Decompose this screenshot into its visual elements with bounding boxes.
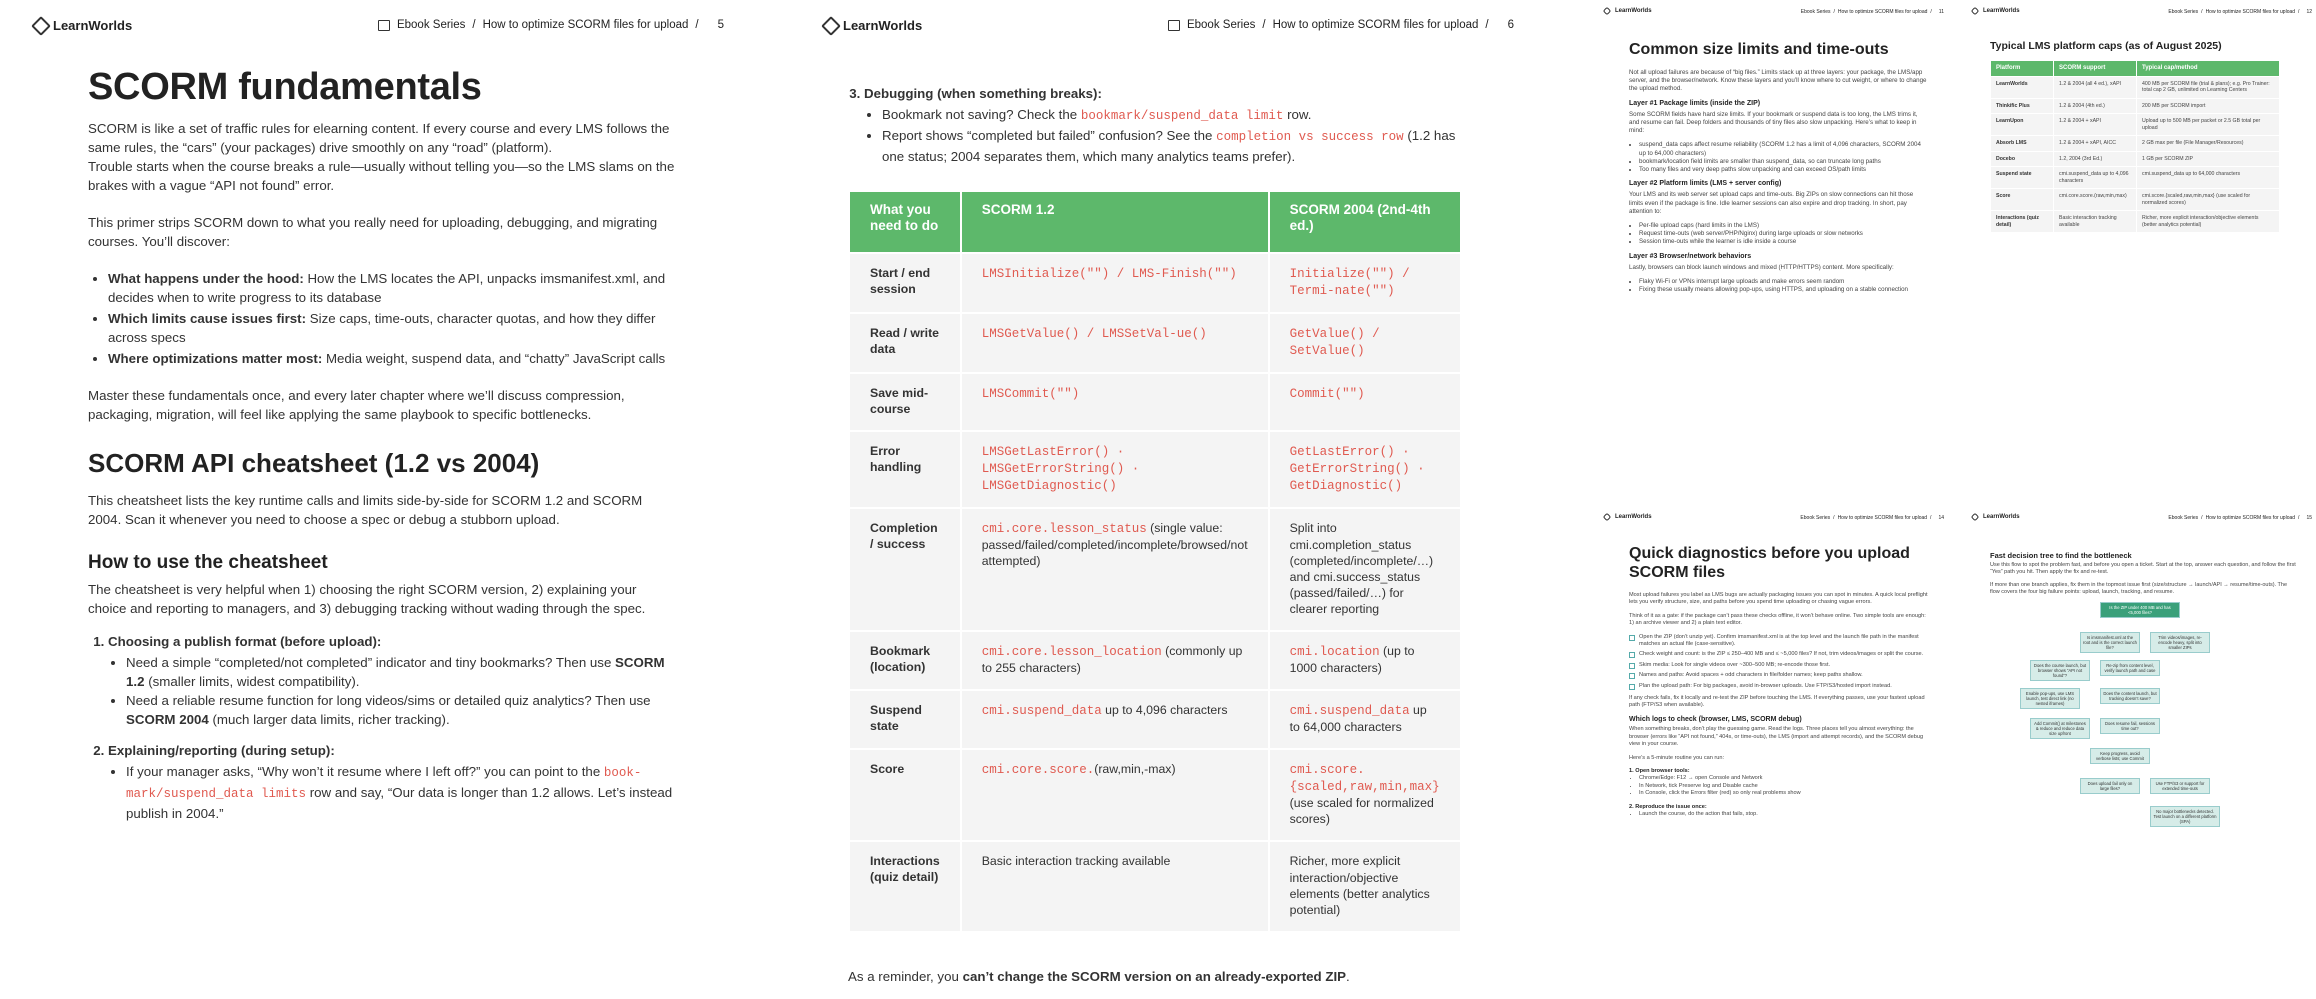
decision-node: Is the ZIP under 400 MB and has <5,000 files? (2100, 602, 2180, 618)
table-cell (1270, 314, 1460, 372)
table-cell (962, 254, 1268, 312)
reminder-text: . (1346, 969, 1350, 984)
steps-list (108, 632, 678, 823)
table-cell (962, 374, 1268, 430)
primer-paragraph: This primer strips SCORM down to what you really need for uploading, debugging, and migrating courses. You’ll discover: (88, 215, 658, 249)
logo-icon (31, 16, 51, 36)
table-row (850, 432, 1460, 507)
table-row (850, 842, 1460, 931)
breadcrumb-title[interactable]: How to optimize SCORM files for upload (482, 19, 689, 31)
intro-text-2: Trouble starts when the course breaks a rule—usually without telling you—so the LMS slams on the brakes with a vague “API not found” error. (88, 159, 675, 193)
code-snippet: LMSInitialize("") / LMS-Finish("") (981, 267, 1237, 281)
layer-paragraph: Some SCORM fields have hard size limits. If your bookmark or suspend data is too long, the LMS trims it, and resume can fail. Deep folders and thousands of tiny files also slow unpacking. Here’s what to keep in mind: (1629, 110, 1918, 135)
page-number: 12 (2306, 9, 2312, 15)
code-snippet: cmi.core.lesson_location (981, 645, 1162, 659)
step-text: Bookmark not saving? Check the (882, 107, 1081, 122)
checkbox[interactable] (1629, 663, 1635, 669)
row-label: Score (850, 750, 960, 840)
table-row (1991, 77, 2279, 98)
cell-text: (use scaled for normalized scores) (1289, 796, 1434, 826)
page-content (848, 84, 1462, 986)
book-icon (378, 20, 390, 31)
table-row (1991, 152, 2279, 167)
code-snippet: Commit("") (1289, 387, 1365, 401)
layer-list (1639, 222, 1928, 247)
page-number: 14 (1938, 515, 1944, 521)
platform-caps-table (1990, 60, 2280, 233)
page-content (1629, 40, 1928, 300)
table-cell (1270, 374, 1460, 430)
breadcrumb-title: How to optimize SCORM files for upload (2205, 9, 2296, 15)
list-item: • suspend_data caps affect resume reliability (SCORM 1.2 has a limit of 4,096 characters, SCORM 2004 up to 64,000 characters) (1639, 141, 1928, 157)
column-header: What you need to do (850, 192, 960, 252)
breadcrumb-separator: / (2298, 9, 2300, 15)
breadcrumb (1800, 515, 1944, 521)
step-text: row. (1283, 107, 1312, 122)
section-title: Typical LMS platform caps (as of August 2025) (1990, 40, 2222, 52)
row-label: Interactions (quiz detail) (850, 842, 960, 931)
layer-heading: Layer #1 Package limits (inside the ZIP) (1629, 99, 1761, 107)
page-number: 15 (2306, 515, 2312, 521)
routine-paragraph: Here’s a 5-minute routine you can run: (1629, 754, 1725, 761)
page-content (1990, 546, 2296, 902)
page-number: 11 (1938, 9, 1944, 15)
routine-list (1639, 811, 1928, 818)
step-text: (much larger data limits, richer tracking). (208, 712, 450, 727)
step-bold: SCORM 2004 (126, 712, 209, 727)
list-item (108, 309, 678, 347)
table-cell (1270, 432, 1460, 507)
layer-heading: Layer #3 Browser/network behaviors (1629, 252, 1752, 260)
routine-step: 2. Reproduce the issue once: (1629, 803, 1707, 810)
learnworlds-logo (1972, 514, 2020, 520)
list-item-text: Size caps, time-outs, character quotas, and how they differ across specs (108, 311, 656, 345)
table-cell: Thinkific Plus (1991, 99, 2053, 114)
intro-text-1: SCORM is like a set of traffic rules for elearning content. If every course and every LMS follows the same rules, the “cars” (your packages) drive smoothly on any “road” (platform). (88, 121, 670, 155)
layer-heading: Layer #2 Platform limits (LMS + server config) (1629, 180, 1782, 188)
learnworlds-logo (1604, 514, 1652, 520)
page-header (34, 16, 724, 38)
intro-paragraph: Most upload failures you label as LMS bugs are actually packaging issues you can spot in minutes. A quick local preflight lets you verify structure, size, and paths before you spend time uploading or chasing vague errors. (1629, 592, 1928, 606)
breadcrumb-series: Ebook Series (2168, 9, 2199, 15)
code-snippet: book-mark/suspend_data limits (126, 766, 642, 801)
code-snippet: cmi.suspend_data (1289, 704, 1410, 718)
step-bullet (126, 653, 678, 691)
table-cell: 1.2 & 2004 (4th ed.) (2054, 99, 2136, 114)
breadcrumb-title[interactable]: How to optimize SCORM files for upload (1272, 19, 1479, 31)
table-row (1991, 114, 2279, 135)
step-bullet (882, 126, 1462, 166)
page-number: 5 (717, 19, 724, 31)
table-cell: 1.2 & 2004 + xAPI, AICC (2054, 136, 2136, 151)
breadcrumb (2168, 515, 2312, 521)
logo-text: LearnWorlds (1983, 8, 2020, 14)
cell-text: up to 4,096 characters (1101, 703, 1228, 717)
table-row (850, 509, 1460, 630)
cheatsheet-table (848, 190, 1462, 933)
decision-tree (1990, 602, 2290, 902)
learnworlds-logo[interactable] (34, 18, 132, 33)
logo-icon (1603, 7, 1611, 15)
decision-node: Does the course launch, but browser shows “API not found”? (2030, 660, 2090, 681)
step-text: If your manager asks, “Why won’t it resume where I left off?” you can point to the (126, 764, 604, 779)
list-item-text: How the LMS locates the API, unpacks imsmanifest.xml, and decides when to write progress to its database (108, 271, 666, 305)
cell-text: (single value: passed/failed/completed/incomplete/browsed/not attempted) (981, 521, 1248, 568)
page-content (1990, 40, 2296, 233)
cell-text: (raw,min,-max) (1094, 762, 1176, 776)
decision-node: Re-zip from content level, verify launch path and case (2100, 660, 2160, 676)
breadcrumb-title: How to optimize SCORM files for upload (1837, 9, 1928, 15)
row-label: Read / write data (850, 314, 960, 372)
breadcrumb-separator: / (1833, 515, 1835, 521)
reminder-bold: can’t change the SCORM version on an already-exported ZIP (962, 969, 1347, 984)
page-header (1972, 514, 2312, 524)
section-title: Common size limits and time-outs (1629, 41, 1889, 58)
table-cell (1270, 509, 1460, 630)
checklist-item[interactable] (1629, 662, 1928, 669)
step-text: Need a reliable resume function for long videos/sims or detailed quiz analytics? Then use (126, 693, 651, 708)
list-item: • Fixing these usually means allowing pop-ups, using HTTPS, and uploading on a stable connection (1639, 286, 1928, 294)
page-header (1604, 8, 1944, 18)
reminder-paragraph (848, 967, 1462, 986)
page-content (88, 66, 678, 837)
breadcrumb (1801, 9, 1944, 15)
step-bullet (126, 762, 678, 823)
list-item: • In Console, click the Errors filter (red) so only real problems show (1639, 790, 1928, 797)
table-row (1991, 167, 2279, 188)
code-snippet: cmi.suspend_data (981, 704, 1102, 718)
table-cell: 1 GB per SCORM ZIP (2137, 152, 2279, 167)
table-row (1991, 99, 2279, 114)
breadcrumb-separator: / (1930, 515, 1932, 521)
table-cell (1270, 632, 1460, 689)
table-cell: LearnWorlds (1991, 77, 2053, 98)
table-cell: 2 GB max per file (File Manager/Resources) (2137, 136, 2279, 151)
table-body (1991, 77, 2279, 233)
decision-node: Enable pop-ups, use LMS launch, test direct link (no nested iframes) (2020, 688, 2080, 709)
table-cell (962, 691, 1268, 748)
list-item-bold: Where optimizations matter most: (108, 351, 323, 366)
table-cell (962, 750, 1268, 840)
decision-node: Is imsmanifest.xml at the root and is the correct launch file? (2080, 632, 2140, 653)
page-6 (790, 0, 1548, 986)
step-text: row and say, “Our data is longer than 1.2 allows. Let’s instead publish in 2004.” (126, 785, 673, 821)
decision-node: Trim videos/images, re-encode heavy, split into smaller ZIPs (2150, 632, 2210, 653)
breadcrumb-title: How to optimize SCORM files for upload (1837, 515, 1928, 521)
step-title: Choosing a publish format (before upload): (108, 634, 382, 649)
table-cell: Docebo (1991, 152, 2053, 167)
breadcrumb-separator: / (2201, 515, 2203, 521)
page-12-thumbnail[interactable] (1958, 0, 2316, 493)
step-bullet (882, 105, 1462, 126)
row-label: Error handling (850, 432, 960, 507)
table-cell: Basic interaction tracking available (2054, 211, 2136, 232)
breadcrumb-separator: / (695, 19, 699, 31)
table-row (850, 254, 1460, 312)
table-cell (962, 842, 1268, 931)
table-cell: cmi.score.{scaled,raw,min,max} (use scaled for normalized scores) (2137, 189, 2279, 210)
table-row (850, 750, 1460, 840)
checklist-item[interactable] (1629, 634, 1928, 649)
table-cell: 1.2 & 2004 + xAPI (2054, 114, 2136, 135)
intro-paragraph: Use this flow to spot the problem fast, and before you open a ticket. Start at the top, answer each question, and follow the first “Yes” path you hit. Then apply the fix and re-test. (1990, 562, 2296, 575)
logo-text: LearnWorlds (1983, 514, 2020, 520)
layer-list (1639, 141, 1928, 174)
breadcrumb-separator: / (1930, 9, 1932, 15)
after-paragraph: If any check fails, fix it locally and re-test the ZIP before touching the LMS. If everything passes, use your fastest upload path (FTP/S3 when available). (1629, 695, 1925, 709)
table-cell: cmi.suspend_data up to 64,000 characters (2137, 167, 2279, 188)
table-row (1991, 136, 2279, 151)
page-header (824, 16, 1514, 38)
column-header: SCORM 1.2 (962, 192, 1268, 252)
breadcrumb (1168, 19, 1514, 31)
column-header: SCORM 2004 (2nd-4th ed.) (1270, 192, 1460, 252)
step-title: Explaining/reporting (during setup): (108, 743, 335, 758)
master-paragraph: Master these fundamentals once, and every later chapter where we’ll discuss compression, packaging, migration, will feel like applying the same playbook to specific bottlenecks. (88, 388, 625, 422)
table-cell: Upload up to 500 MB per packet or 2.5 GB total per upload (2137, 114, 2279, 135)
cell-text: Basic interaction tracking available (981, 854, 1171, 868)
checklist-item[interactable] (1629, 683, 1928, 690)
gate-paragraph: Think of it as a gate: if the package can’t pass these checks offline, it won’t behave online. Two simple tools are enough: 1) an archive viewer and 2) a plain text editor. (1629, 612, 1926, 627)
list-item (108, 349, 678, 368)
table-cell (962, 632, 1268, 689)
breadcrumb-title: How to optimize SCORM files for upload (2205, 515, 2296, 521)
page-number: 6 (1507, 19, 1514, 31)
breadcrumb-series[interactable]: Ebook Series (396, 19, 466, 31)
layer-list (1639, 278, 1928, 294)
reminder-text: As a reminder, you (848, 969, 963, 984)
list-item-text: Media weight, suspend data, and “chatty” JavaScript calls (322, 351, 666, 366)
step-item (108, 741, 678, 823)
logo-text: LearnWorlds (843, 18, 923, 33)
code-snippet: LMSCommit("") (981, 387, 1080, 401)
table-header-row (850, 192, 1460, 252)
logo-icon (1603, 513, 1611, 521)
breadcrumb-series: Ebook Series (1800, 9, 1831, 15)
more-paragraph: If more than one branch applies, fix them in the topmost issue first (size/structure → launch/API → resume/time-outs). The flow covers the four big failure points: upload, launch, tracking, and resume. (1990, 582, 2288, 595)
code-snippet: cmi.location (1289, 645, 1380, 659)
step-bold: SCORM 1.2 (126, 655, 665, 689)
step-item (108, 632, 678, 729)
table-cell: Suspend state (1991, 167, 2053, 188)
column-header: Platform (1991, 61, 2053, 76)
table-cell (962, 432, 1268, 507)
row-label: Completion / success (850, 509, 960, 630)
how-to-heading: How to use the cheatsheet (88, 552, 328, 573)
checklist-item[interactable] (1629, 651, 1928, 658)
code-snippet: GetLastError() · GetErrorString() · GetDiagnostic() (1289, 445, 1425, 493)
step-title: Debugging (when something breaks): (864, 86, 1102, 101)
code-snippet: Initialize("") / Termi-nate("") (1289, 267, 1410, 298)
checklist-text: Plan the upload path: For big packages, avoid in-browser uploads. Use FTP/S3/hosted import instead. (1639, 682, 1892, 689)
table-cell (1270, 842, 1460, 931)
table-body (850, 254, 1460, 931)
page-14-thumbnail[interactable] (1590, 506, 1958, 999)
book-icon (1168, 20, 1180, 31)
cheatsheet-intro: This cheatsheet lists the key runtime calls and limits side-by-side for SCORM 1.2 and SCORM 2004. Scan it whenever you need to choose a spec or debug a stubborn upload. (88, 493, 643, 527)
step-item (864, 84, 1462, 166)
table-cell (962, 314, 1268, 372)
breadcrumb-separator: / (472, 19, 476, 31)
learnworlds-logo (1972, 8, 2020, 14)
logo-icon (1971, 513, 1979, 521)
decision-node: Does the content launch, but tracking doesn’t save? (2100, 688, 2160, 704)
list-item-bold: Which limits cause issues first: (108, 311, 307, 326)
step-text: Need a simple “completed/not completed” indicator and tiny bookmarks? Then use (126, 655, 616, 670)
logo-text: LearnWorlds (53, 18, 133, 33)
logo-icon (821, 16, 841, 36)
breadcrumb-separator: / (1485, 19, 1489, 31)
section-title: SCORM fundamentals (88, 66, 482, 108)
table-cell (1270, 691, 1460, 748)
breadcrumb-series: Ebook Series (2168, 515, 2199, 521)
table-cell (1270, 750, 1460, 840)
checklist-text: Skim media: Look for single videos over ~300–500 MB; re-encode those first. (1639, 661, 1831, 668)
row-label: Save mid-course (850, 374, 960, 430)
breadcrumb-separator: / (2201, 9, 2203, 15)
breadcrumb (2168, 9, 2312, 15)
table-row (1991, 211, 2279, 232)
checklist-item[interactable] (1629, 672, 1928, 679)
list-item: • Session time-outs while the learner is idle inside a course (1639, 238, 1928, 246)
section-title: Fast decision tree to find the bottleneck (1990, 551, 2132, 560)
code-snippet: bookmark/suspend_data limit (1080, 109, 1284, 123)
code-snippet: GetValue() / SetValue() (1289, 327, 1380, 358)
row-label: Start / end session (850, 254, 960, 312)
step-bullet (126, 691, 678, 729)
table-cell: cmi.suspend_data up to 4,096 characters (2054, 167, 2136, 188)
page-header (1604, 514, 1944, 524)
list-item: • Too many files and very deep paths slow unpacking and can exceed OS/path limits (1639, 166, 1928, 174)
learnworlds-logo[interactable] (824, 18, 922, 33)
table-cell: cmi.core.score.(raw,min,max) (2054, 189, 2136, 210)
column-header: Typical cap/method (2137, 61, 2279, 76)
list-item (108, 269, 678, 307)
code-snippet: completion vs success row (1216, 130, 1404, 144)
learnworlds-logo (1604, 8, 1652, 14)
decision-node: Keep progress, avoid verbose lists; use Commit (2090, 748, 2150, 764)
breadcrumb-series: Ebook Series (1800, 515, 1831, 521)
checkbox[interactable] (1629, 635, 1635, 641)
page-content (1629, 544, 1928, 824)
table-cell (1270, 254, 1460, 312)
table-row (850, 691, 1460, 748)
page-header (1972, 8, 2312, 18)
decision-node: No major bottlenecks detected. Test launch on a different platform (SPA) (2150, 806, 2220, 827)
step-text: (1.2 has one status; 2004 separates them, which many analytics teams prefer). (882, 128, 1456, 164)
code-snippet: LMSGetValue() / LMSSetVal-ue() (981, 327, 1207, 341)
step-text: (smaller limits, widest compatibility). (144, 674, 360, 689)
list-item: • Flaky Wi-Fi or VPNs interrupt large uploads and make errors seem random (1639, 278, 1928, 286)
cell-text: up to 64,000 characters (1289, 703, 1427, 734)
list-item-bold: What happens under the hood: (108, 271, 304, 286)
breadcrumb-series[interactable]: Ebook Series (1186, 19, 1256, 31)
table-cell: Richer, more explicit interaction/objective elements (better analytics potential) (2137, 211, 2279, 232)
cell-text: (commonly up to 255 characters) (981, 644, 1243, 675)
checkbox[interactable] (1629, 673, 1635, 679)
breadcrumb (378, 19, 724, 31)
column-header: SCORM support (2054, 61, 2136, 76)
row-label: Bookmark (location) (850, 632, 960, 689)
layer-paragraph: Your LMS and its web server set upload caps and time-outs. Big ZIPs on slow connections can hit those limits even if the package is fine. Idle learner sessions can also expire and drop tracking. In short, pay attention to: (1629, 191, 1914, 215)
table-cell (962, 509, 1268, 630)
breadcrumb-separator: / (1262, 19, 1266, 31)
table-cell: Absorb LMS (1991, 136, 2053, 151)
logs-heading: Which logs to check (browser, LMS, SCORM debug) (1629, 715, 1802, 723)
checklist-text: Open the ZIP (don’t unzip yet). Confirm imsmanifest.xml is at the top level and the launch file path in the manifest matches an actual file (case-sensitive). (1639, 633, 1919, 648)
table-cell: 1.2 & 2004 (all 4 ed.), xAPI (2054, 77, 2136, 98)
breadcrumb-separator: / (1833, 9, 1835, 15)
decision-node: Add Commit() at milestones & reduce and reduce data size upfront (2030, 718, 2090, 739)
table-cell: 200 MB per SCORM import (2137, 99, 2279, 114)
list-item: • Launch the course, do the action that fails, stop. (1639, 811, 1928, 818)
page-15-thumbnail[interactable] (1958, 506, 2316, 999)
cell-text: Split into cmi.completion_status (completed/incomplete/…) and cmi.success_status (passed/failed/…) for clearer reporting (1289, 521, 1434, 616)
code-snippet: LMSGetLastError() · LMSGetErrorString() · LMSGetDiagnostic() (981, 445, 1140, 493)
section-title: Quick diagnostics before you upload SCORM files (1629, 545, 1910, 581)
breadcrumb-separator: / (2298, 515, 2300, 521)
decision-node: Does resume fail, sessions time out? (2100, 718, 2160, 734)
checklist-text: Names and paths: Avoid spaces + odd characters in file/folder names; keep paths shallow. (1639, 672, 1863, 679)
table-cell: 400 MB per SCORM file (trial & plans); e.g. Pro Trainer: total cap 2 GB, unlimited on Learning Centers (2137, 77, 2279, 98)
table-row (850, 314, 1460, 372)
table-cell: Interactions (quiz detail) (1991, 211, 2053, 232)
step-text: Report shows “completed but failed” confusion? See the (882, 128, 1217, 143)
table-row (850, 374, 1460, 430)
list-item: • Chrome/Edge: F12 → open Console and Network (1639, 775, 1928, 782)
code-snippet: cmi.score.{scaled,raw,min,max} (1289, 763, 1440, 794)
cheatsheet-heading: SCORM API cheatsheet (1.2 vs 2004) (88, 448, 540, 478)
list-item: • Per-file upload caps (hard limits in the LMS) (1639, 222, 1928, 230)
cell-text: Richer, more explicit interaction/objective elements (better analytics potential) (1289, 854, 1430, 917)
logs-paragraph: When something breaks, don’t play the guessing game. Read the logs. Three places tell you almost everything: the browser (errors like “API not found,” 404s, or time-outs), the LMS (import and attempt records), and the SCORM debug view in your course. (1629, 726, 1924, 748)
decision-node: Does upload fail only on large files? (2080, 778, 2140, 794)
table-row (850, 632, 1460, 689)
row-label: Suspend state (850, 691, 960, 748)
checklist-text: Check weight and count: is the ZIP ≤ 250–400 MB and ≤ ~5,000 files? If not, trim videos/images or split the course. (1639, 651, 1924, 658)
routine-step: 1. Open browser tools: (1629, 767, 1690, 774)
table-cell: 1.2, 2004 (3rd Ed.) (2054, 152, 2136, 167)
table-cell: Score (1991, 189, 2053, 210)
discover-list (108, 269, 678, 368)
list-item: • Request time-outs (web server/PHP/Nginx) during large uploads or slow networks (1639, 230, 1928, 238)
checkbox[interactable] (1629, 684, 1635, 690)
list-item: • bookmark/location field limits are smaller than suspend_data, so can truncate long paths (1639, 158, 1928, 166)
page-5 (0, 0, 758, 986)
routine-list (1639, 775, 1928, 797)
logo-text: LearnWorlds (1615, 8, 1652, 14)
how-to-paragraph: The cheatsheet is very helpful when 1) choosing the right SCORM version, 2) explaining your choice and reporting to managers, and 3) debugging tracking without wading through the spec. (88, 582, 646, 616)
cell-text: (up to 1000 characters) (1289, 644, 1415, 675)
logo-text: LearnWorlds (1615, 514, 1652, 520)
code-snippet: cmi.core.score. (981, 763, 1095, 777)
page-11-thumbnail[interactable] (1590, 0, 1958, 493)
intro-paragraph (88, 119, 678, 195)
checkbox[interactable] (1629, 652, 1635, 658)
intro-paragraph: Not all upload failures are because of “big files.” Limits stack up at three layers: your package, the LMS/app server, and the browser/network. Know these layers and you’ll know where to cut weight, or where to change the upload method. (1629, 69, 1927, 93)
list-item: • In Network, tick Preserve log and Disable cache (1639, 783, 1928, 790)
table-header-row (1991, 61, 2279, 76)
decision-node: Use FTP/S3 or support for extended time-outs (2150, 778, 2210, 794)
layer-paragraph: Lastly, browsers can block launch windows and mixed (HTTP/HTTPS) content. More specifically: (1629, 263, 1894, 271)
table-cell: LearnUpon (1991, 114, 2053, 135)
steps-list (864, 84, 1462, 166)
table-row (1991, 189, 2279, 210)
code-snippet: cmi.core.lesson_status (981, 522, 1147, 536)
logo-icon (1971, 7, 1979, 15)
